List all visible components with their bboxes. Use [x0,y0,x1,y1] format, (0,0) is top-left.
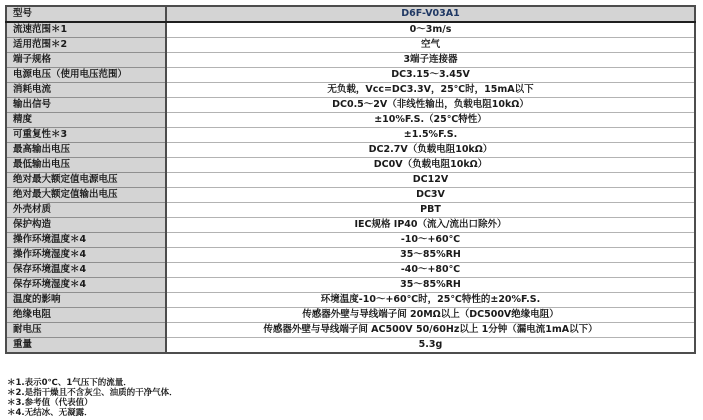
table-row [6,113,695,128]
spec-label-cell: 操作环境湿度＊4 [6,248,166,263]
footnotes [7,378,178,418]
footnote-line: ＊2.是指干燥且不含灰尘、油质的干净气体． [7,388,178,398]
spec-label-cell: 绝缘电阻 [6,308,166,323]
spec-value-cell: -10～+60℃ [166,233,695,248]
spec-value-cell: D6F-V03A1 [166,6,695,22]
spec-value-cell: 空气 [166,38,695,53]
spec-value-cell: DC0V（负载电阻10kΩ） [166,158,695,173]
table-row [6,6,695,22]
spec-value-cell: DC0.5～2V（非线性输出，负载电阻10kΩ） [166,98,695,113]
table-row [6,128,695,143]
spec-value-cell: -40～+80℃ [166,263,695,278]
table-row [6,38,695,53]
spec-value-cell: 无负载，Vcc=DC3.3V，25℃时，15mA以下 [166,83,695,98]
spec-value-cell: 3端子连接器 [166,53,695,68]
spec-label-cell: 保存环境温度＊4 [6,263,166,278]
spec-label-cell: 精度 [6,113,166,128]
footnote-line: ＊1.表示0℃、1气压下的流量． [7,378,132,388]
table-row [6,22,695,38]
spec-value-cell: DC3.15～3.45V [166,68,695,83]
table-row [6,278,695,293]
table-row [6,173,695,188]
footnote-line: ＊3.参考值（代表值） [7,398,93,408]
spec-label-cell: 绝对最大额定值输出电压 [6,188,166,203]
table-row [6,218,695,233]
spec-label-cell: 最高输出电压 [6,143,166,158]
spec-label-cell: 输出信号 [6,98,166,113]
spec-value-cell: DC12V [166,173,695,188]
table-row [6,248,695,263]
spec-label-cell: 操作环境温度＊4 [6,233,166,248]
footnote-line: ＊4.无结冰、无凝露． [7,408,93,418]
spec-value-cell: PBT [166,203,695,218]
table-row [6,203,695,218]
spec-label-cell: 流速范围＊1 [6,22,166,38]
table-row [6,68,695,83]
spec-value-cell: 传感器外壁与导线端子间 AC500V 50/60Hz以上 1分钟（漏电流1mA以下） [166,323,695,338]
table-row [6,263,695,278]
spec-value-cell: IEC规格 IP40（流入/流出口除外） [166,218,695,233]
spec-value-cell: 35～85%RH [166,248,695,263]
spec-label-cell: 外壳材质 [6,203,166,218]
spec-label-cell: 温度的影响 [6,293,166,308]
spec-label-cell: 耐电压 [6,323,166,338]
spec-label-cell: 适用范围＊2 [6,38,166,53]
spec-value-cell: DC3V [166,188,695,203]
spec-value-cell: ±10%F.S.（25℃特性） [166,113,695,128]
spec-table-body [6,6,695,353]
table-row [6,338,695,354]
table-row [6,323,695,338]
spec-value-cell: 0～3m/s [166,22,695,38]
spec-label-cell: 可重复性＊3 [6,128,166,143]
spec-label-cell: 保存环境湿度＊4 [6,278,166,293]
spec-label-cell: 绝对最大额定值电源电压 [6,173,166,188]
table-row [6,233,695,248]
table-row [6,293,695,308]
spec-value-cell: 传感器外壁与导线端子间 20MΩ以上（DC500V绝缘电阻） [166,308,695,323]
spec-label-cell: 型号 [6,6,166,22]
spec-label-cell: 消耗电流 [6,83,166,98]
spec-label-cell: 最低输出电压 [6,158,166,173]
table-row [6,53,695,68]
table-row [6,308,695,323]
spec-label-cell: 电源电压（使用电压范围） [6,68,166,83]
spec-label-cell: 保护构造 [6,218,166,233]
table-row [6,83,695,98]
spec-value-cell: ±1.5%F.S. [166,128,695,143]
spec-label-cell: 端子规格 [6,53,166,68]
table-row [6,143,695,158]
spec-value-cell: 环境温度-10～+60℃时，25℃特性的±20%F.S. [166,293,695,308]
spec-table [5,5,696,354]
spec-label-cell: 重量 [6,338,166,354]
table-row [6,158,695,173]
spec-value-cell: DC2.7V（负载电阻10kΩ） [166,143,695,158]
spec-value-cell: 35～85%RH [166,278,695,293]
table-row [6,188,695,203]
table-row [6,98,695,113]
spec-value-cell: 5.3g [166,338,695,354]
